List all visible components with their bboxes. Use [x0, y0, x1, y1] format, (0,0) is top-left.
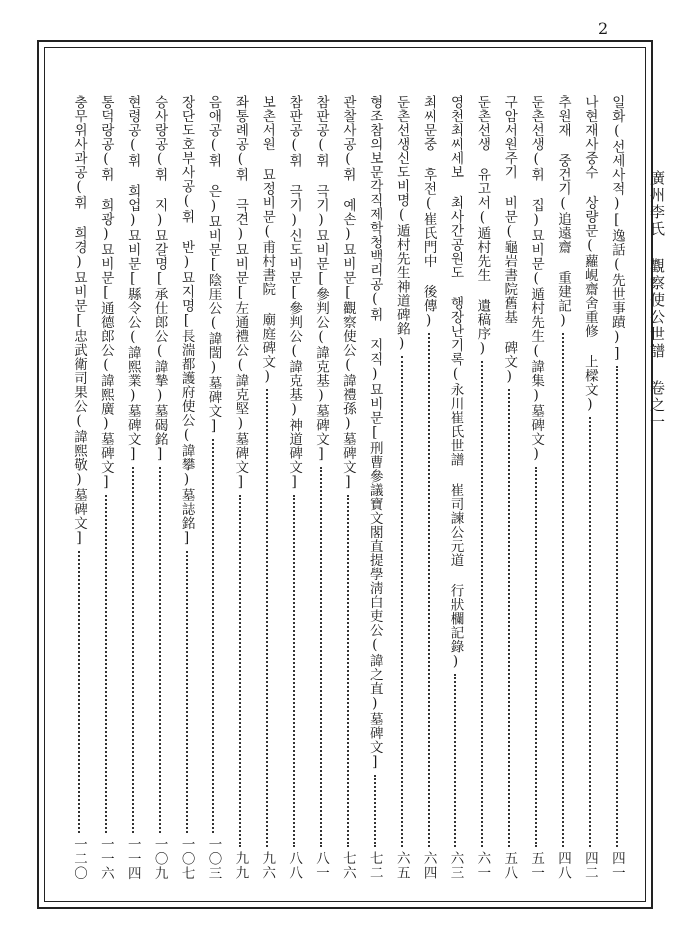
toc-entry	[256, 95, 278, 880]
toc-entry	[391, 95, 413, 880]
entry-page-number: 六三	[447, 851, 464, 880]
entry-title: 보촌서원 묘정비문(甫村書院 廟庭碑文)	[259, 95, 276, 385]
dot-leader	[186, 551, 188, 833]
entry-page-number: 一一四	[124, 836, 141, 880]
dot-leader	[401, 356, 403, 847]
entry-page-number: 一〇七	[178, 836, 195, 880]
dot-leader	[212, 439, 214, 833]
dot-leader	[616, 366, 618, 847]
page-number: 2	[598, 19, 609, 38]
dot-leader	[454, 674, 456, 847]
entry-page-number: 四二	[581, 851, 598, 880]
toc-entry	[68, 95, 90, 880]
toc-entry	[310, 95, 332, 880]
dot-leader	[535, 467, 537, 848]
entry-page-number: 六五	[393, 851, 410, 880]
toc-entry	[444, 95, 466, 880]
dot-leader	[562, 333, 564, 847]
dot-leader	[347, 495, 349, 848]
toc-entry	[149, 95, 171, 880]
entry-page-number: 五八	[501, 851, 518, 880]
toc-entry	[471, 95, 493, 880]
toc-entry	[122, 95, 144, 880]
toc-entry	[606, 95, 628, 880]
entry-page-number: 五一	[528, 851, 545, 880]
entry-title: 장단도호부사공(휘 반)묘지명[長湍都護府使公(諱攀)墓誌銘]	[178, 95, 195, 547]
entry-title: 최씨문중 후전(崔氏門中 後傳)	[420, 95, 437, 329]
entry-title: 구암서원주기 비문(龜岩書院舊基 碑文)	[501, 95, 518, 385]
entry-title: 음애공(휘 은)묘비문[陰厓公(諱誾)墓碑文]	[205, 95, 222, 435]
entry-title: 참판공(휘 극기)신도비문[參判公(諱克基)神道碑文]	[286, 95, 303, 491]
entry-title: 둔촌선생(휘 집)묘비문(遁村先生(諱集)墓碑文)	[528, 95, 545, 463]
entry-title: 둔촌선생신도비명(遁村先生神道碑銘)	[393, 95, 410, 352]
entry-title: 형조참의보문각직제학청백리공(휘 지직)묘비문[刑曹參議寶文閣直提學淸白吏公(諱之直)墓碑文]	[366, 95, 383, 771]
toc-entry	[498, 95, 520, 880]
dot-leader	[508, 389, 510, 847]
dot-leader	[105, 495, 107, 833]
entry-page-number: 四一	[608, 851, 625, 880]
table-of-contents	[68, 95, 628, 880]
toc-entry	[525, 95, 547, 880]
toc-entry	[418, 95, 440, 880]
entry-title: 좌통례공(휘 극견)묘비문[左通禮公(諱克堅)墓碑文]	[232, 95, 249, 491]
toc-entry	[579, 95, 601, 880]
dot-leader	[320, 467, 322, 848]
entry-page-number: 六四	[420, 851, 437, 880]
entry-page-number: 九九	[232, 851, 249, 880]
entry-page-number: 七二	[366, 851, 383, 880]
toc-entry	[364, 95, 386, 880]
dot-leader	[159, 467, 161, 833]
toc-entry	[95, 95, 117, 880]
dot-leader	[78, 551, 80, 833]
dot-leader	[481, 361, 483, 847]
entry-page-number: 八一	[313, 851, 330, 880]
entry-page-number: 四八	[555, 851, 572, 880]
entry-page-number: 一〇三	[205, 836, 222, 880]
dot-leader	[239, 495, 241, 848]
dot-leader	[589, 417, 591, 847]
dot-leader	[132, 467, 134, 833]
toc-entry	[202, 95, 224, 880]
entry-page-number: 八八	[286, 851, 303, 880]
entry-title: 영천최씨세보 최사간공원도 행장난기록(永川崔氏世譜 崔司諫公元道 行狀欄記錄)	[447, 95, 464, 670]
running-header: 廣州李氏 觀察使公世譜 卷之一	[648, 170, 666, 431]
entry-page-number: 一〇九	[151, 836, 168, 880]
entry-page-number: 九六	[259, 851, 276, 880]
entry-title: 추원재 중건기(追遠齋 重建記)	[555, 95, 572, 329]
toc-entry	[552, 95, 574, 880]
entry-title: 통덕랑공(휘 희광)묘비문[通德郎公(諱熙廣)墓碑文]	[97, 95, 114, 491]
entry-title: 관찰사공(휘 예손)묘비문[觀察使公(諱禮孫)墓碑文]	[339, 95, 356, 491]
dot-leader	[374, 775, 376, 848]
toc-entry	[337, 95, 359, 880]
dot-leader	[266, 389, 268, 847]
entry-title: 참판공(휘 극기)묘비문[參判公(諱克基)墓碑文]	[313, 95, 330, 463]
entry-title: 승사랑공(휘 지)묘갈명[承仕郎公(諱摯)墓碣銘]	[151, 95, 168, 463]
toc-entry	[176, 95, 198, 880]
entry-page-number: 七六	[339, 851, 356, 880]
entry-title: 일화(선세사적)[逸話(先世事蹟)]	[608, 95, 625, 362]
dot-leader	[293, 495, 295, 848]
entry-title: 충무위사과공(휘 희경)묘비문[忠武衛司果公(諱熙敬)墓碑文]	[71, 95, 87, 547]
entry-title: 둔촌선생 유고서(遁村先生 遺稿序)	[474, 95, 491, 357]
entry-page-number: 六一	[474, 851, 491, 880]
toc-entry	[229, 95, 251, 880]
entry-page-number: 一二〇	[71, 836, 87, 880]
toc-entry	[283, 95, 305, 880]
entry-title: 나현재사중수 상량문(蘿峴齋舍重修 上樑文)	[581, 95, 598, 413]
dot-leader	[428, 333, 430, 847]
entry-page-number: 一一六	[97, 836, 114, 880]
entry-title: 현령공(휘 희업)묘비문[縣令公(諱熙業)墓碑文]	[124, 95, 141, 463]
